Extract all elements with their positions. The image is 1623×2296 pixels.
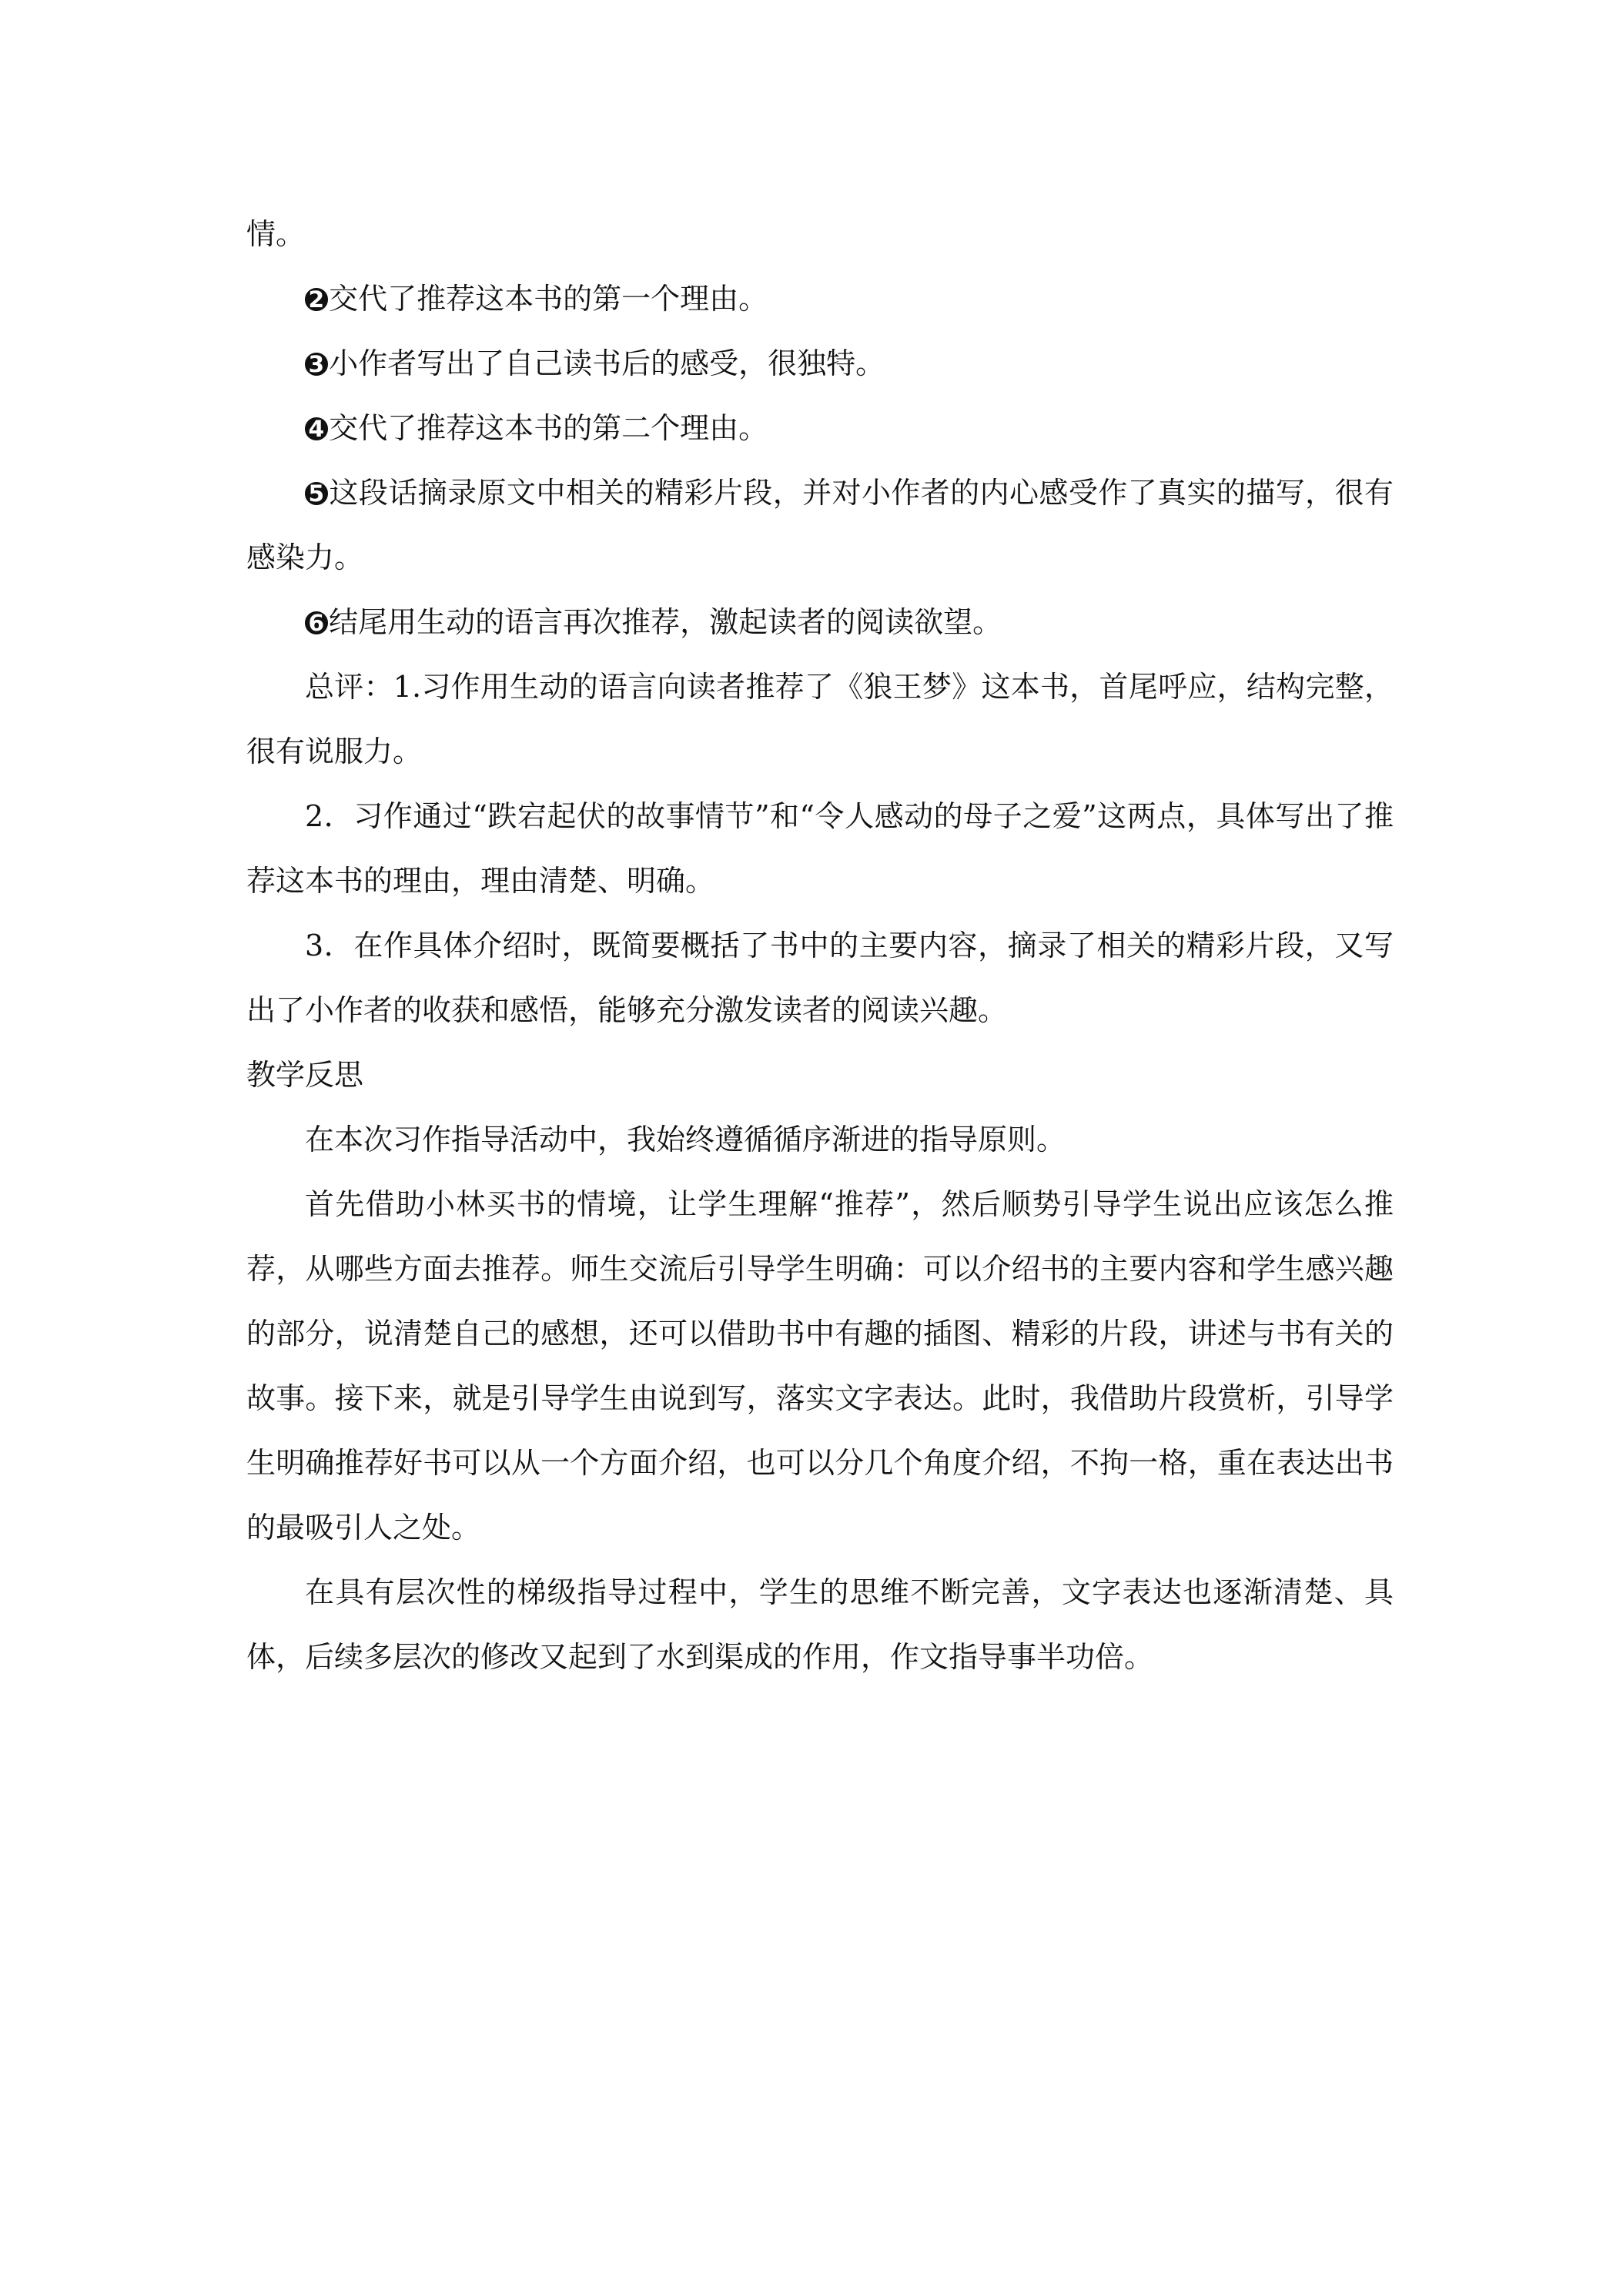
reflection-paragraph: 首先借助小林买书的情境，让学生理解“推荐”，然后顺势引导学生说出应该怎么推荐，从哪些方面去推荐。师生交流后引导学生明确：可以介绍书的主要内容和学生感兴趣的部分，说清楚自己的感想，还可以借助书中有趣的插图、精彩的片段，讲述与书有关的故事。接下来，就是引导学生由说到写，落实文字表达。此时，我借助片段赏析，引导学生明确推荐好书可以从一个方面介绍，也可以分几个角度介绍，不拘一格，重在表达出书的最吸引人之处。 bbox=[246, 1187, 1394, 1545]
annotation-number-badge: 2 bbox=[305, 288, 328, 311]
annotation-number-badge: 4 bbox=[305, 417, 328, 440]
annotation-item bbox=[246, 331, 1394, 396]
annotation-number-badge: 3 bbox=[305, 353, 328, 376]
section-heading-reflection: 教学反思 bbox=[246, 1058, 364, 1092]
annotation-text: 结尾用生动的语言再次推荐，激起读者的阅读欲望。 bbox=[329, 605, 1002, 639]
annotation-number-badge: 6 bbox=[305, 611, 328, 634]
annotation-number-badge: 5 bbox=[305, 482, 328, 505]
annotation-item bbox=[246, 460, 1394, 590]
annotation-item bbox=[246, 266, 1394, 331]
annotation-text: 交代了推荐这本书的第一个理由。 bbox=[329, 282, 768, 316]
annotation-item bbox=[246, 396, 1394, 460]
continuation-line: 情。 bbox=[246, 217, 306, 251]
summary-paragraph: 2．习作通过“跌宕起伏的故事情节”和“令人感动的母子之爱”这两点，具体写出了推荐这本书的理由，理由清楚、明确。 bbox=[246, 799, 1394, 898]
reflection-paragraph: 在具有层次性的梯级指导过程中，学生的思维不断完善，文字表达也逐渐清楚、具体，后续多层次的修改又起到了水到渠成的作用，作文指导事半功倍。 bbox=[246, 1575, 1394, 1674]
annotation-text: 交代了推荐这本书的第二个理由。 bbox=[329, 411, 768, 445]
summary-paragraph: 3．在作具体介绍时，既简要概括了书中的主要内容，摘录了相关的精彩片段，又写出了小作者的收获和感悟，能够充分激发读者的阅读兴趣。 bbox=[246, 929, 1394, 1027]
summary-paragraph: 总评：1.习作用生动的语言向读者推荐了《狼王梦》这本书，首尾呼应，结构完整，很有说服力。 bbox=[246, 670, 1394, 768]
annotation-item bbox=[246, 590, 1394, 654]
annotation-text: 这段话摘录原文中相关的精彩片段，并对小作者的内心感受作了真实的描写，很有感染力。 bbox=[246, 476, 1394, 574]
reflection-paragraph: 在本次习作指导活动中，我始终遵循循序渐进的指导原则。 bbox=[305, 1123, 1066, 1156]
document-body bbox=[246, 202, 1394, 1689]
annotation-text: 小作者写出了自己读书后的感受，很独特。 bbox=[329, 346, 885, 380]
